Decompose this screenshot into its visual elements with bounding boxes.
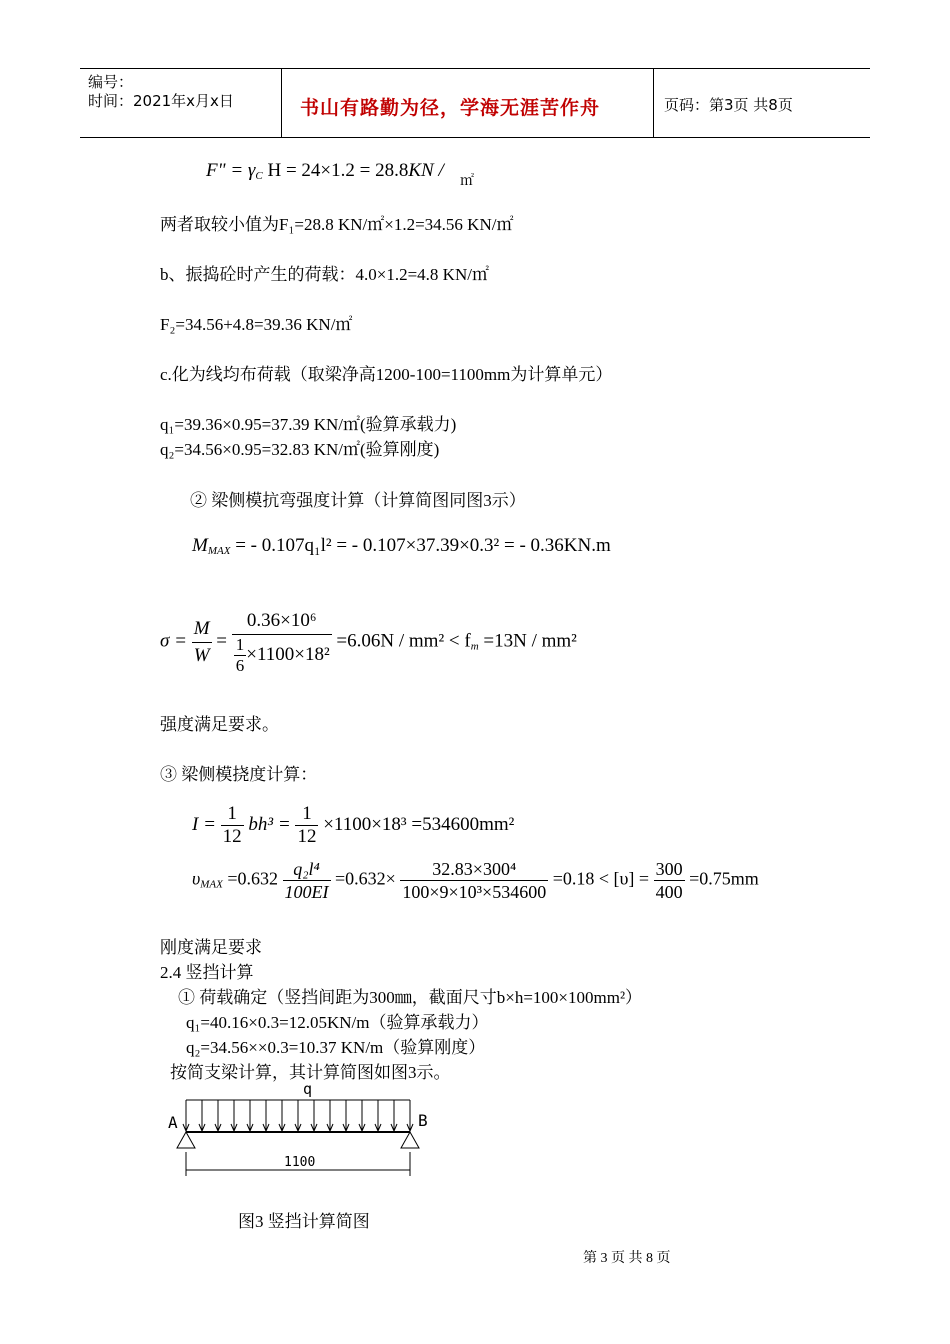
eq-i-f1-num: 1	[221, 803, 244, 826]
text-simple-beam: 按简支梁计算，其计算简图如图3示。	[170, 1063, 451, 1082]
figure-caption: 图3 竖挡计算简图	[238, 1212, 370, 1231]
text-stiffness-ok: 刚度满足要求	[160, 938, 262, 957]
eq-f-gamma: γ	[247, 160, 256, 181]
header-motto: 书山有路勤为径，学海无涯苦作舟	[300, 97, 601, 119]
eq-v-eq: =0.632	[227, 868, 279, 889]
support-b-label: B	[418, 1111, 428, 1130]
text-q2-vertical: q₂=34.56××0.3=10.37 KN/m（验算刚度）	[186, 1038, 486, 1057]
text-strength-ok: 强度满足要求。	[160, 715, 279, 734]
eq-i-f2-den: 12	[297, 826, 317, 847]
text-min-value: 两者取较小值为F₁=28.8 KN/㎡×1.2=34.56 KN/㎡	[160, 215, 514, 234]
eq-v-f3-den: 400	[655, 882, 683, 902]
beam-diagram	[160, 1076, 450, 1180]
eq-m-sub: MAX	[207, 545, 231, 557]
page-label: 页码：第3页 共8页	[664, 96, 793, 114]
header-divider	[281, 69, 282, 137]
eq-i-f2-num: 1	[295, 803, 318, 826]
eq-v-rhs: =0.75mm	[689, 868, 759, 889]
eq-v-frac3	[654, 858, 685, 903]
eq-m-lhs: M	[192, 535, 208, 556]
eq-i-frac1	[221, 803, 244, 848]
equation-f-double-prime	[206, 160, 444, 182]
eq-v-mid2: =0.18 < [υ] =	[552, 868, 650, 889]
eq-sigma-lhs: σ =	[160, 630, 187, 652]
equation-deflection	[192, 858, 759, 903]
eq-sigma-rhs2: =13N / mm²	[478, 630, 577, 652]
load-arrows	[183, 1100, 413, 1131]
section-deflection-title: ③ 梁侧模挠度计算：	[160, 765, 318, 784]
eq-sigma-sixth	[234, 635, 247, 676]
eq-v-f1-den: 100EI	[284, 882, 329, 902]
eq-sigma-sixth-num: 1	[235, 635, 245, 654]
text-f2: F₂=34.56+4.8=39.36 KN/㎡	[160, 315, 353, 334]
eq-sigma-den1: W	[193, 644, 210, 666]
eq-v-sub: MAX	[200, 878, 223, 891]
eq-sigma-num1: M	[192, 616, 212, 643]
footer-page-number: 第 3 页 共 8 页	[583, 1251, 671, 1266]
support-a-label: A	[168, 1113, 178, 1132]
text-line-load: c.化为线均布荷载（取梁净高1200-100=1100mm为计算单元）	[160, 365, 613, 384]
eq-f-lhs: F" =	[206, 160, 244, 181]
eq-v-frac1	[283, 858, 331, 903]
eq-v-frac2	[400, 858, 548, 903]
text-q1: q₁=39.36×0.95=37.39 KN/㎡(验算承载力)	[160, 415, 457, 434]
eq-i-f1-den: 12	[222, 826, 242, 847]
text-q2: q₂=34.56×0.95=32.83 KN/㎡(验算刚度)	[160, 440, 440, 459]
text-load-determination: ① 荷载确定（竖挡间距为300㎜，截面尺寸b×h=100×100mm²）	[178, 988, 643, 1007]
equation-moment	[192, 535, 611, 557]
eq-i-frac2	[295, 803, 318, 848]
eq-sigma-sixth-den: 6	[235, 656, 245, 675]
eq-sigma-frac1	[192, 616, 212, 669]
eq-sigma-den2	[232, 635, 332, 676]
eq-sigma-eq2: =	[216, 630, 227, 652]
eq-sigma-frac2	[232, 608, 332, 676]
equation-sigma	[160, 608, 577, 676]
span-label: 1100	[284, 1155, 316, 1170]
header-divider	[653, 69, 654, 137]
section-vertical-title: 2.4 竖挡计算	[160, 963, 254, 982]
eq-i-rhs: ×1100×18³ =534600mm²	[323, 813, 515, 835]
serial-label: 编号：	[88, 73, 134, 91]
eq-sigma-rhs-sub: m	[470, 640, 479, 653]
eq-v-mid: =0.632×	[335, 868, 396, 889]
eq-v-f1-num: q₂l⁴	[283, 858, 331, 881]
eq-v-lhs: υ	[192, 868, 201, 889]
eq-sigma-rhs: =6.06N / mm² < f	[336, 630, 471, 652]
support-b-triangle	[401, 1132, 419, 1148]
eq-v-f3-num: 300	[655, 859, 683, 879]
eq-sigma-den2-rest: ×1100×18²	[246, 643, 330, 665]
eq-i-lhs: I =	[192, 813, 216, 835]
text-q1-vertical: q₁=40.16×0.3=12.05KN/m（验算承载力）	[186, 1013, 489, 1032]
time-label: 时间：2021年x月x日	[88, 92, 234, 110]
eq-f-unit-m2: ㎡	[460, 174, 474, 189]
text-vibration-load: b、振捣砼时产生的荷载：4.0×1.2=4.8 KN/㎡	[160, 265, 489, 284]
equation-inertia	[192, 803, 514, 848]
eq-f-unit: KN /	[408, 160, 444, 181]
eq-f-gamma-sub: C	[255, 170, 263, 182]
eq-i-mid: bh³ =	[248, 813, 291, 835]
eq-m-body: = - 0.107q₁l² = - 0.107×37.39×0.3² = - 0.36KN.m	[235, 535, 611, 556]
eq-sigma-num2: 0.36×10⁶	[232, 608, 332, 635]
eq-v-f2-den: 100×9×10³×534600	[402, 882, 547, 902]
eq-f-rest: H = 24×1.2 = 28.8	[267, 160, 409, 181]
load-q-label: q	[303, 1080, 313, 1098]
support-a-triangle	[177, 1132, 195, 1148]
section-bending-title: ② 梁侧模抗弯强度计算（计算简图同图3示）	[190, 491, 526, 510]
eq-v-f2-num: 32.83×300⁴	[400, 858, 548, 881]
